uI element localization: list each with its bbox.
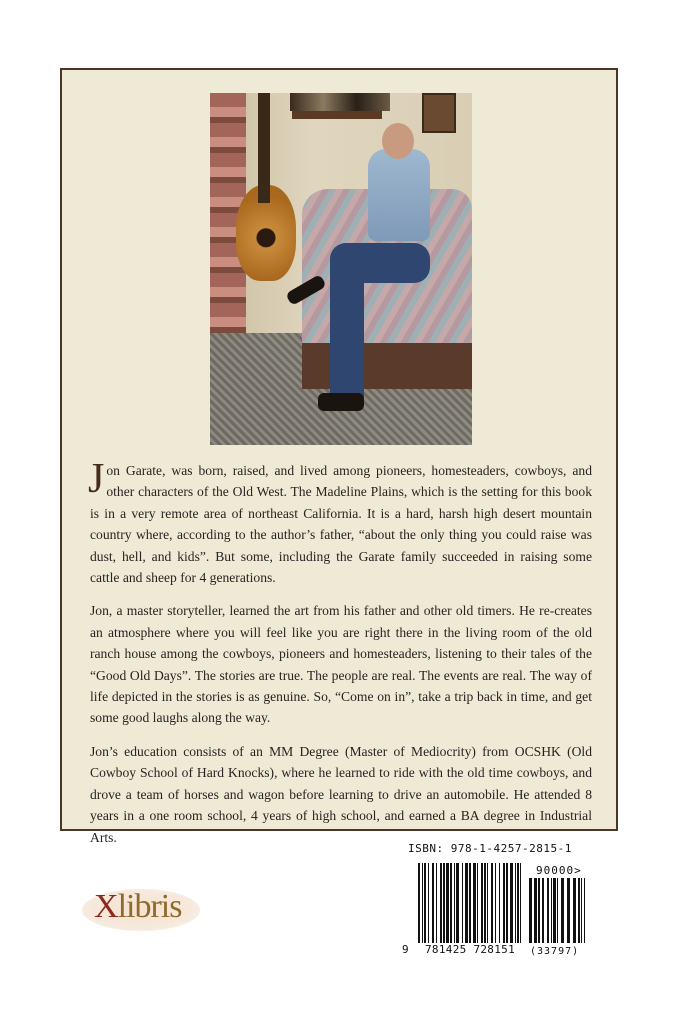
barcode-bar — [450, 863, 452, 943]
barcode-bar — [506, 863, 508, 943]
barcode-bar — [557, 878, 558, 943]
barcode-bar — [567, 878, 570, 943]
barcode-addon: 90000> — [536, 864, 582, 877]
barcode-bar — [456, 863, 459, 943]
barcode-bar — [465, 863, 468, 943]
barcode-digits: 781425 728151 — [425, 943, 515, 956]
barcode-bar — [542, 878, 544, 943]
isbn-label: ISBN: 978-1-4257-2815-1 — [408, 842, 572, 855]
dropcap: J — [88, 456, 105, 502]
barcode-bar — [551, 878, 552, 943]
barcode-bar — [573, 878, 576, 943]
paragraph-education: Jon’s education consists of an MM Degree (Master of Mediocrity) from OCSHK (Old Cowboy School of Hard Knocks), where he learned to ride with the old time cowboys, and drove a team of horses and wagon before learning to drive an automobile. He attended 8 years in a one room school, 4 years of high school, and earned a BA degree in Industrial Arts. — [90, 743, 592, 845]
barcode-bar — [503, 863, 505, 943]
barcode-bar — [428, 863, 429, 943]
barcode-bar — [487, 863, 488, 943]
barcode-bar — [473, 863, 476, 943]
barcode-lead-digit: 9 — [402, 943, 409, 956]
barcode-bar — [578, 878, 580, 943]
barcode-bar — [443, 863, 445, 943]
barcode-bar — [477, 863, 478, 943]
barcode-bar — [424, 863, 426, 943]
logo-rest: libris — [117, 888, 182, 925]
barcode-bar — [481, 863, 483, 943]
paragraph-text: on Garate, was born, raised, and lived among pioneers, homesteaders, cowboys, and other characters of the Old West. The Madeline Plains, which is the setting for this book is in a very remote area of northeast California. It is a hard, harsh high desert mountain country where, according to the author’s father, “about the only thing you could raise was dust, hell, and kids”. But some, including the Garate family succeeded in raising some cattle and sheep for 4 generations. — [90, 463, 592, 586]
barcode-bar — [418, 863, 420, 943]
barcode-bar — [491, 863, 493, 943]
barcode-code: (33797) — [530, 946, 580, 957]
barcode-bar — [515, 863, 516, 943]
barcode-bar — [454, 863, 455, 943]
barcode-bar — [432, 863, 434, 943]
barcode-bar — [584, 878, 585, 943]
barcode-bar — [520, 863, 521, 943]
barcode-bar — [469, 863, 471, 943]
barcode-bar — [440, 863, 442, 943]
barcode-bar — [581, 878, 582, 943]
barcode-bar — [462, 863, 463, 943]
barcode-bar — [561, 878, 564, 943]
barcode-bar — [529, 878, 532, 943]
barcode-bar — [446, 863, 449, 943]
barcode-bar — [495, 863, 496, 943]
logo-x: X — [94, 888, 118, 925]
barcode-bar — [510, 863, 513, 943]
barcode-bar — [484, 863, 486, 943]
barcode-bar — [534, 878, 537, 943]
barcode-bar — [499, 863, 500, 943]
paragraph-storyteller: Jon, a master storyteller, learned the art from his father and other old timers. He re-creates an atmosphere where you will feel like you are right there in the living room of the old ranch house among the cowboys, pioneers and homesteaders, listening to their tales of the “Good Old Days”. The stories are true. The people are real. The events are real. The way of life depicted in the stories is as genuine. So, “Come on in”, take a trip back in time, and get some good laughs along the way. — [90, 603, 592, 726]
barcode-bar — [547, 878, 549, 943]
barcode-bar — [538, 878, 540, 943]
barcode-bar — [422, 863, 423, 943]
barcode-bar — [517, 863, 519, 943]
barcode-bar — [553, 878, 556, 943]
barcode-bar — [436, 863, 437, 943]
